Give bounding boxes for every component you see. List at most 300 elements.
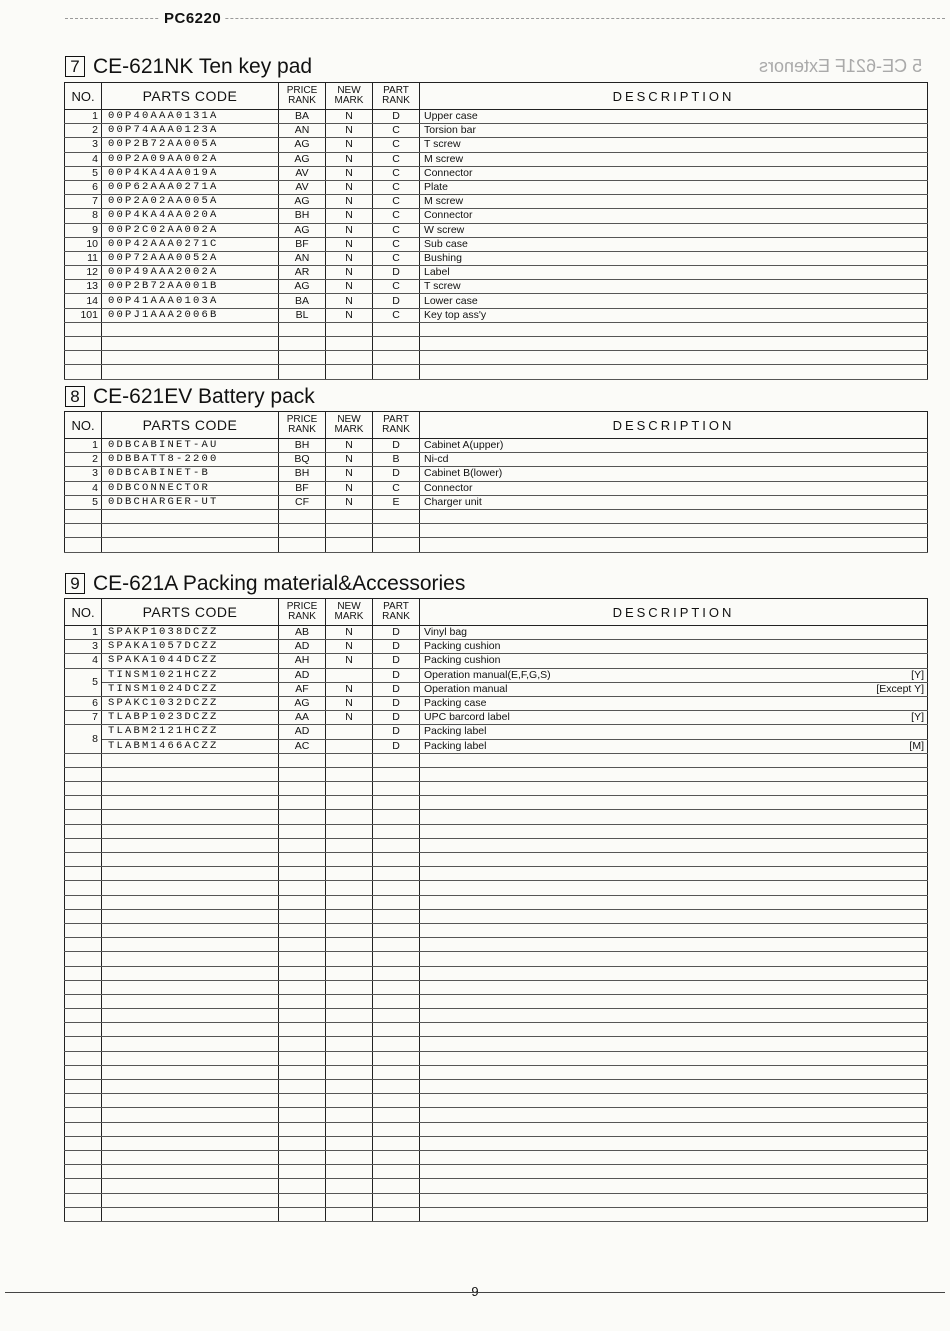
empty-cell bbox=[102, 881, 279, 895]
empty-row bbox=[65, 853, 928, 867]
empty-row bbox=[65, 1122, 928, 1136]
empty-cell bbox=[279, 1009, 326, 1023]
table-row bbox=[65, 725, 928, 739]
cell-no: 3 bbox=[65, 467, 102, 481]
cell-part-rank: C bbox=[373, 152, 420, 166]
section-number: 9 bbox=[65, 573, 85, 594]
empty-cell bbox=[420, 810, 928, 824]
empty-cell bbox=[102, 1108, 279, 1122]
empty-cell bbox=[65, 1150, 102, 1164]
empty-cell bbox=[65, 753, 102, 767]
cell-part-rank: C bbox=[373, 195, 420, 209]
empty-cell bbox=[279, 994, 326, 1008]
empty-cell bbox=[65, 966, 102, 980]
empty-cell bbox=[65, 824, 102, 838]
empty-row bbox=[65, 980, 928, 994]
cell-new-mark: N bbox=[326, 138, 373, 152]
empty-row bbox=[65, 1136, 928, 1150]
cell-no: 8 bbox=[65, 725, 102, 753]
table-row bbox=[65, 124, 928, 138]
empty-cell bbox=[102, 895, 279, 909]
cell-no: 14 bbox=[65, 294, 102, 308]
cell-description bbox=[420, 180, 928, 194]
cell-price-rank: AH bbox=[279, 654, 326, 668]
cell-price-rank: BF bbox=[279, 481, 326, 495]
cell-new-mark: N bbox=[326, 640, 373, 654]
empty-cell bbox=[420, 782, 928, 796]
table-row bbox=[65, 654, 928, 668]
cell-description bbox=[420, 467, 928, 481]
cell-parts-code: 0DBCHARGER-UT bbox=[102, 495, 279, 509]
cell-parts-code: 00P62AAA0271A bbox=[102, 180, 279, 194]
cell-parts-code: 00PJ1AAA2006B bbox=[102, 308, 279, 322]
cell-price-rank: CF bbox=[279, 495, 326, 509]
table-row bbox=[65, 682, 928, 696]
empty-cell bbox=[420, 753, 928, 767]
cell-new-mark: N bbox=[326, 223, 373, 237]
cell-parts-code: 00P74AAA0123A bbox=[102, 124, 279, 138]
empty-cell bbox=[65, 909, 102, 923]
section-title-9 bbox=[65, 573, 465, 595]
empty-cell bbox=[326, 538, 373, 552]
empty-cell bbox=[65, 923, 102, 937]
cell-part-rank: D bbox=[373, 266, 420, 280]
cell-part-rank: D bbox=[373, 110, 420, 124]
table-row bbox=[65, 110, 928, 124]
header-part-rank: PART RANK bbox=[373, 412, 420, 439]
empty-cell bbox=[65, 782, 102, 796]
empty-cell bbox=[420, 1065, 928, 1079]
empty-cell bbox=[326, 1009, 373, 1023]
model-number: PC6220 bbox=[160, 10, 225, 27]
empty-cell bbox=[373, 881, 420, 895]
empty-cell bbox=[373, 322, 420, 336]
empty-cell bbox=[102, 838, 279, 852]
destination-note: [Except Y] bbox=[876, 682, 924, 695]
cell-price-rank: AV bbox=[279, 166, 326, 180]
table-row bbox=[65, 467, 928, 481]
empty-row bbox=[65, 753, 928, 767]
empty-cell bbox=[326, 767, 373, 781]
cell-no: 1 bbox=[65, 110, 102, 124]
cell-part-rank: D bbox=[373, 626, 420, 640]
cell-part-rank: C bbox=[373, 237, 420, 251]
table-row bbox=[65, 166, 928, 180]
empty-cell bbox=[65, 853, 102, 867]
cell-new-mark: N bbox=[326, 696, 373, 710]
destination-note: [M] bbox=[909, 739, 924, 752]
empty-cell bbox=[65, 351, 102, 365]
cell-parts-code: TLABM1466ACZZ bbox=[102, 739, 279, 753]
cell-part-rank: C bbox=[373, 223, 420, 237]
cell-parts-code: 0DBBATT8-2200 bbox=[102, 453, 279, 467]
cell-description bbox=[420, 110, 928, 124]
cell-no: 8 bbox=[65, 209, 102, 223]
empty-cell bbox=[279, 895, 326, 909]
cell-description bbox=[420, 626, 928, 640]
empty-cell bbox=[326, 810, 373, 824]
section-number: 7 bbox=[65, 56, 85, 77]
empty-cell bbox=[420, 1037, 928, 1051]
empty-cell bbox=[65, 881, 102, 895]
cell-parts-code: 00P41AAA0103A bbox=[102, 294, 279, 308]
empty-cell bbox=[326, 1150, 373, 1164]
empty-cell bbox=[420, 1009, 928, 1023]
description-text: T screw bbox=[424, 138, 461, 151]
cell-no: 10 bbox=[65, 237, 102, 251]
cell-price-rank: AC bbox=[279, 739, 326, 753]
empty-cell bbox=[326, 838, 373, 852]
cell-part-rank: E bbox=[373, 495, 420, 509]
empty-cell bbox=[373, 1023, 420, 1037]
cell-parts-code: TINSM1024DCZZ bbox=[102, 682, 279, 696]
empty-cell bbox=[373, 1065, 420, 1079]
empty-row bbox=[65, 351, 928, 365]
table-row bbox=[65, 626, 928, 640]
cell-new-mark: N bbox=[326, 481, 373, 495]
empty-cell bbox=[102, 351, 279, 365]
cell-no: 2 bbox=[65, 124, 102, 138]
empty-cell bbox=[373, 1165, 420, 1179]
cell-parts-code: TLABM2121HCZZ bbox=[102, 725, 279, 739]
cell-no: 12 bbox=[65, 266, 102, 280]
cell-new-mark: N bbox=[326, 439, 373, 453]
empty-cell bbox=[420, 1094, 928, 1108]
empty-row bbox=[65, 767, 928, 781]
header-price-rank: PRICE RANK bbox=[279, 83, 326, 110]
cell-price-rank: BL bbox=[279, 308, 326, 322]
header-part-rank: PART RANK bbox=[373, 83, 420, 110]
empty-cell bbox=[326, 1094, 373, 1108]
cell-part-rank: C bbox=[373, 251, 420, 265]
empty-cell bbox=[65, 538, 102, 552]
empty-cell bbox=[65, 767, 102, 781]
empty-cell bbox=[420, 524, 928, 538]
cell-parts-code: 00P40AAA0131A bbox=[102, 110, 279, 124]
cell-part-rank: C bbox=[373, 138, 420, 152]
empty-cell bbox=[102, 365, 279, 379]
empty-cell bbox=[420, 938, 928, 952]
empty-cell bbox=[102, 1207, 279, 1221]
empty-cell bbox=[373, 824, 420, 838]
empty-row bbox=[65, 909, 928, 923]
empty-row bbox=[65, 538, 928, 552]
empty-cell bbox=[279, 881, 326, 895]
empty-cell bbox=[279, 1037, 326, 1051]
empty-cell bbox=[326, 365, 373, 379]
cell-price-rank: AG bbox=[279, 696, 326, 710]
empty-cell bbox=[326, 337, 373, 351]
cell-part-rank: C bbox=[373, 166, 420, 180]
empty-cell bbox=[326, 881, 373, 895]
empty-row bbox=[65, 952, 928, 966]
empty-cell bbox=[279, 1207, 326, 1221]
cell-no: 1 bbox=[65, 626, 102, 640]
cell-price-rank: AG bbox=[279, 223, 326, 237]
cell-part-rank: C bbox=[373, 481, 420, 495]
description-text: Packing cushion bbox=[424, 640, 501, 653]
cell-price-rank: AN bbox=[279, 124, 326, 138]
description-text: UPC barcord label bbox=[424, 711, 510, 724]
description-text: Plate bbox=[424, 181, 448, 194]
empty-cell bbox=[279, 952, 326, 966]
empty-cell bbox=[420, 322, 928, 336]
cell-part-rank: D bbox=[373, 640, 420, 654]
empty-cell bbox=[373, 923, 420, 937]
empty-cell bbox=[65, 1009, 102, 1023]
header-description: DESCRIPTION bbox=[420, 412, 928, 439]
table-row bbox=[65, 481, 928, 495]
section-title-8 bbox=[65, 386, 315, 408]
section-heading: CE-621A Packing material&Accessories bbox=[93, 572, 466, 595]
empty-cell bbox=[65, 810, 102, 824]
table-row bbox=[65, 495, 928, 509]
section-heading: CE-621EV Battery pack bbox=[93, 385, 315, 408]
empty-cell bbox=[326, 909, 373, 923]
empty-cell bbox=[420, 1193, 928, 1207]
empty-cell bbox=[279, 1080, 326, 1094]
cell-new-mark: N bbox=[326, 110, 373, 124]
empty-cell bbox=[65, 337, 102, 351]
cell-description bbox=[420, 711, 928, 725]
cell-parts-code: 00P2C02AA002A bbox=[102, 223, 279, 237]
empty-cell bbox=[65, 994, 102, 1008]
empty-row bbox=[65, 1023, 928, 1037]
cell-description bbox=[420, 251, 928, 265]
empty-cell bbox=[326, 923, 373, 937]
empty-cell bbox=[326, 1080, 373, 1094]
empty-cell bbox=[373, 1094, 420, 1108]
empty-cell bbox=[373, 1179, 420, 1193]
empty-row bbox=[65, 1080, 928, 1094]
empty-cell bbox=[279, 538, 326, 552]
cell-new-mark: N bbox=[326, 682, 373, 696]
empty-cell bbox=[373, 867, 420, 881]
empty-row bbox=[65, 337, 928, 351]
empty-row bbox=[65, 1150, 928, 1164]
description-text: Vinyl bag bbox=[424, 626, 468, 639]
table-row bbox=[65, 195, 928, 209]
empty-cell bbox=[65, 1207, 102, 1221]
empty-cell bbox=[65, 1136, 102, 1150]
cell-description bbox=[420, 725, 928, 739]
empty-cell bbox=[326, 524, 373, 538]
cell-part-rank: D bbox=[373, 467, 420, 481]
empty-cell bbox=[279, 1108, 326, 1122]
empty-cell bbox=[102, 994, 279, 1008]
empty-cell bbox=[373, 1037, 420, 1051]
cell-description bbox=[420, 739, 928, 753]
empty-cell bbox=[65, 509, 102, 523]
empty-cell bbox=[326, 1065, 373, 1079]
empty-cell bbox=[102, 1165, 279, 1179]
cell-parts-code: 00P42AAA0271C bbox=[102, 237, 279, 251]
cell-description bbox=[420, 266, 928, 280]
cell-no: 2 bbox=[65, 453, 102, 467]
empty-cell bbox=[102, 1080, 279, 1094]
table-row bbox=[65, 251, 928, 265]
empty-cell bbox=[373, 1051, 420, 1065]
header-parts-code: PARTS CODE bbox=[102, 83, 279, 110]
table-row bbox=[65, 180, 928, 194]
header-new-mark: NEW MARK bbox=[326, 83, 373, 110]
empty-cell bbox=[102, 796, 279, 810]
cell-price-rank: BA bbox=[279, 294, 326, 308]
empty-cell bbox=[326, 1037, 373, 1051]
cell-description bbox=[420, 308, 928, 322]
cell-parts-code: 00P2B72AA005A bbox=[102, 138, 279, 152]
empty-cell bbox=[65, 1122, 102, 1136]
cell-description bbox=[420, 195, 928, 209]
empty-cell bbox=[326, 952, 373, 966]
cell-new-mark: N bbox=[326, 209, 373, 223]
cell-price-rank: AD bbox=[279, 640, 326, 654]
empty-row bbox=[65, 1193, 928, 1207]
header-no: NO. bbox=[65, 599, 102, 626]
cell-part-rank: D bbox=[373, 294, 420, 308]
empty-cell bbox=[420, 1080, 928, 1094]
cell-part-rank: C bbox=[373, 180, 420, 194]
cell-no: 3 bbox=[65, 138, 102, 152]
empty-row bbox=[65, 1065, 928, 1079]
table-row bbox=[65, 668, 928, 682]
cell-price-rank: AD bbox=[279, 725, 326, 739]
empty-cell bbox=[279, 909, 326, 923]
header-parts-code: PARTS CODE bbox=[102, 412, 279, 439]
description-text: Sub case bbox=[424, 237, 468, 250]
cell-description bbox=[420, 152, 928, 166]
empty-cell bbox=[65, 1179, 102, 1193]
empty-row bbox=[65, 524, 928, 538]
empty-cell bbox=[279, 824, 326, 838]
empty-cell bbox=[65, 1023, 102, 1037]
table-row bbox=[65, 439, 928, 453]
empty-cell bbox=[102, 810, 279, 824]
empty-cell bbox=[102, 1051, 279, 1065]
table-row bbox=[65, 308, 928, 322]
empty-cell bbox=[65, 1080, 102, 1094]
empty-cell bbox=[102, 952, 279, 966]
empty-cell bbox=[102, 938, 279, 952]
empty-row bbox=[65, 1009, 928, 1023]
cell-no: 4 bbox=[65, 152, 102, 166]
cell-description bbox=[420, 654, 928, 668]
description-text: Key top ass'y bbox=[424, 308, 487, 321]
empty-cell bbox=[102, 966, 279, 980]
empty-cell bbox=[420, 824, 928, 838]
table-row bbox=[65, 280, 928, 294]
empty-cell bbox=[102, 1136, 279, 1150]
description-text: Bushing bbox=[424, 251, 462, 264]
empty-cell bbox=[279, 767, 326, 781]
empty-cell bbox=[420, 1150, 928, 1164]
cell-no: 1 bbox=[65, 439, 102, 453]
empty-row bbox=[65, 322, 928, 336]
cell-no: 13 bbox=[65, 280, 102, 294]
cell-parts-code: 0DBCABINET-AU bbox=[102, 439, 279, 453]
empty-cell bbox=[102, 1193, 279, 1207]
empty-cell bbox=[279, 938, 326, 952]
empty-cell bbox=[102, 753, 279, 767]
empty-cell bbox=[102, 1179, 279, 1193]
empty-cell bbox=[102, 923, 279, 937]
description-text: Lower case bbox=[424, 294, 478, 307]
table-row bbox=[65, 294, 928, 308]
empty-cell bbox=[102, 1150, 279, 1164]
empty-cell bbox=[373, 895, 420, 909]
empty-cell bbox=[373, 351, 420, 365]
empty-cell bbox=[420, 538, 928, 552]
empty-cell bbox=[326, 824, 373, 838]
cell-part-rank: D bbox=[373, 668, 420, 682]
cell-price-rank: BA bbox=[279, 110, 326, 124]
cell-part-rank: D bbox=[373, 725, 420, 739]
cell-parts-code: 00P2A02AA005A bbox=[102, 195, 279, 209]
empty-cell bbox=[420, 1179, 928, 1193]
empty-cell bbox=[279, 853, 326, 867]
empty-cell bbox=[326, 796, 373, 810]
empty-cell bbox=[420, 994, 928, 1008]
empty-cell bbox=[279, 1136, 326, 1150]
cell-part-rank: D bbox=[373, 682, 420, 696]
empty-cell bbox=[420, 1051, 928, 1065]
empty-cell bbox=[420, 980, 928, 994]
empty-cell bbox=[420, 909, 928, 923]
empty-cell bbox=[326, 1207, 373, 1221]
header-new-mark: NEW MARK bbox=[326, 412, 373, 439]
cell-parts-code: SPAKA1057DCZZ bbox=[102, 640, 279, 654]
empty-cell bbox=[102, 824, 279, 838]
parts-table-packing-accessories bbox=[64, 598, 928, 1222]
empty-cell bbox=[279, 351, 326, 365]
empty-cell bbox=[373, 853, 420, 867]
cell-part-rank: D bbox=[373, 654, 420, 668]
cell-new-mark: N bbox=[326, 467, 373, 481]
empty-cell bbox=[102, 337, 279, 351]
empty-cell bbox=[373, 810, 420, 824]
empty-row bbox=[65, 1037, 928, 1051]
empty-cell bbox=[102, 538, 279, 552]
empty-cell bbox=[373, 909, 420, 923]
cell-no: 5 bbox=[65, 166, 102, 180]
header-price-rank: PRICE RANK bbox=[279, 412, 326, 439]
empty-cell bbox=[420, 853, 928, 867]
cell-no: 101 bbox=[65, 308, 102, 322]
cell-parts-code: SPAKC1032DCZZ bbox=[102, 696, 279, 710]
section-number: 8 bbox=[65, 386, 85, 407]
empty-cell bbox=[420, 509, 928, 523]
header-new-mark: NEW MARK bbox=[326, 599, 373, 626]
cell-no: 7 bbox=[65, 711, 102, 725]
cell-description bbox=[420, 138, 928, 152]
cell-parts-code: 00P4KA4AA019A bbox=[102, 166, 279, 180]
cell-price-rank: AB bbox=[279, 626, 326, 640]
description-text: Label bbox=[424, 266, 450, 279]
cell-new-mark: N bbox=[326, 166, 373, 180]
cell-description bbox=[420, 481, 928, 495]
cell-description bbox=[420, 453, 928, 467]
cell-new-mark: N bbox=[326, 654, 373, 668]
empty-cell bbox=[102, 509, 279, 523]
cell-price-rank: AF bbox=[279, 682, 326, 696]
empty-cell bbox=[65, 322, 102, 336]
cell-description bbox=[420, 696, 928, 710]
empty-cell bbox=[326, 351, 373, 365]
cell-description bbox=[420, 668, 928, 682]
header-part-rank: PART RANK bbox=[373, 599, 420, 626]
empty-cell bbox=[373, 838, 420, 852]
cell-description bbox=[420, 223, 928, 237]
